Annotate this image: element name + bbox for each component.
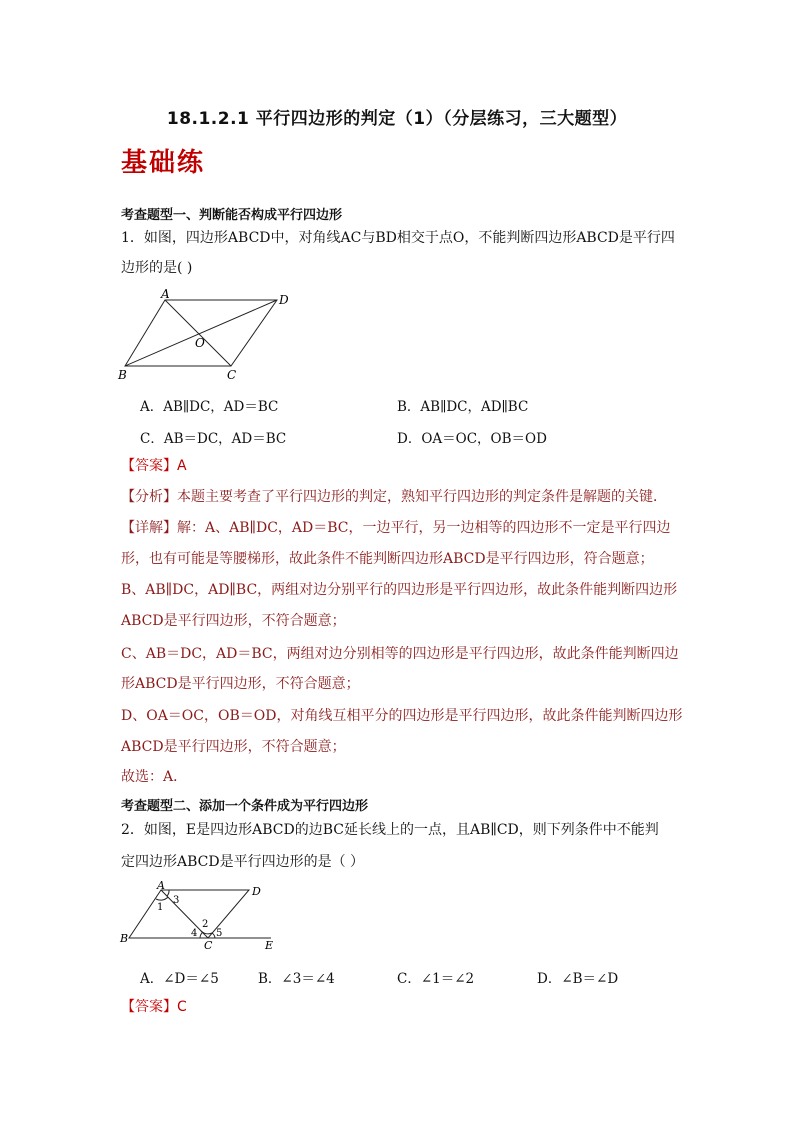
q2-label-e: E — [265, 939, 274, 952]
q2-option-c: C．∠1＝∠2 — [397, 971, 475, 987]
page-title: 18.1.2.1 平行四边形的判定（1）（分层练习，三大题型） — [166, 109, 628, 129]
q2-angle-label-4: 4 — [191, 928, 198, 939]
q2-label-c: C — [204, 939, 213, 952]
q2-answer-value: C — [177, 999, 187, 1015]
q2-angle-label-3: 3 — [173, 895, 180, 906]
q1-answer-tag: 【答案】 — [121, 458, 177, 474]
q2-angle5-arc — [212, 933, 215, 938]
q1-detail-line7: D、OA＝OC，OB＝OD，对角线互相平分的四边形是平行四边形，故此条件能判断四边形 — [121, 708, 683, 724]
q1-detail-line8: ABCD是平行四边形，不符合题意； — [121, 739, 346, 755]
q2-angle3-arc — [167, 890, 169, 896]
q2-line2: 定四边形ABCD是平行四边形的是（ ） — [121, 854, 365, 870]
q2-angle1-arc — [156, 897, 168, 900]
q1-detail-line5: C、AB＝DC，AD＝BC，两组对边分别相等的四边形是平行四边形，故此条件能判断四边 — [121, 646, 679, 662]
q1-option-b: B．AB∥DC，AD∥BC — [397, 399, 529, 415]
q2-answer — [121, 997, 187, 1017]
q1-detail-line2: 形，也有可能是等腰梯形，故此条件不能判断四边形ABCD是平行四边形，符合题意； — [121, 551, 654, 567]
section-heading: 基础练 — [121, 148, 206, 178]
q1-label-o: O — [195, 336, 205, 350]
q1-detail-line1 — [121, 518, 671, 538]
q2-label-d: D — [252, 885, 261, 898]
q1-detail-line6: 形ABCD是平行四边形，不符合题意； — [121, 676, 360, 692]
q1-figure — [115, 288, 295, 384]
q1-analysis-tag: 【分析】 — [121, 489, 177, 505]
q2-angle-label-5: 5 — [216, 928, 223, 939]
type1-heading: 考查题型一、判断能否构成平行四边形 — [121, 208, 343, 223]
q1-detail-tag: 【详解】 — [121, 520, 177, 536]
q2-label-b: B — [120, 932, 129, 945]
q1-detail-line3: B、AB∥DC，AD∥BC，两组对边分别平行的四边形是平行四边形，故此条件能判断四边形 — [121, 582, 678, 598]
q1-label-d: D — [279, 293, 289, 307]
q2-angle-label-2: 2 — [202, 919, 209, 930]
q1-analysis-text: 本题主要考查了平行四边形的判定，熟知平行四边形的判定条件是解题的关键． — [177, 489, 667, 505]
type2-heading: 考查题型二、添加一个条件成为平行四边形 — [121, 799, 369, 814]
q1-detail-line4: ABCD是平行四边形，不符合题意； — [121, 613, 346, 629]
q2-answer-tag: 【答案】 — [121, 999, 177, 1015]
q2-option-d: D．∠B＝∠D — [537, 971, 619, 987]
q2-figure — [115, 878, 285, 954]
q1-line1: 1．如图，四边形ABCD中，对角线AC与BD相交于点O，不能判断四边形ABCD是平行四 — [121, 230, 675, 246]
q1-label-b: B — [118, 368, 127, 382]
q2-line1: 2．如图，E是四边形ABCD的边BC延长线上的一点，且AB∥CD，则下列条件中不能判 — [121, 822, 659, 838]
q2-angle4-arc — [200, 932, 203, 938]
q1-label-c: C — [227, 368, 237, 382]
q2-label-a: A — [157, 879, 165, 892]
q1-conclusion: 故选：A． — [121, 769, 188, 785]
q1-option-d: D．OA＝OC，OB＝OD — [397, 431, 547, 447]
q1-analysis — [121, 487, 667, 507]
q1-answer-value: A — [177, 458, 187, 474]
q1-answer — [121, 456, 187, 476]
q1-option-c: C．AB＝DC，AD＝BC — [140, 431, 287, 447]
q2-option-b: B．∠3＝∠4 — [258, 971, 335, 987]
q2-option-a: A．∠D＝∠5 — [140, 971, 219, 987]
q1-line2: 边形的是( ) — [121, 260, 193, 276]
q1-diagonal-ac — [165, 300, 231, 366]
q1-detail-text1: 解：A、AB∥DC，AD＝BC，一边平行，另一边相等的四边形不一定是平行四边 — [177, 520, 671, 536]
q1-label-a: A — [161, 288, 170, 301]
q2-quadrilateral — [129, 890, 249, 938]
q1-option-a: A．AB∥DC，AD＝BC — [140, 399, 279, 415]
q2-angle-label-1: 1 — [157, 902, 164, 913]
